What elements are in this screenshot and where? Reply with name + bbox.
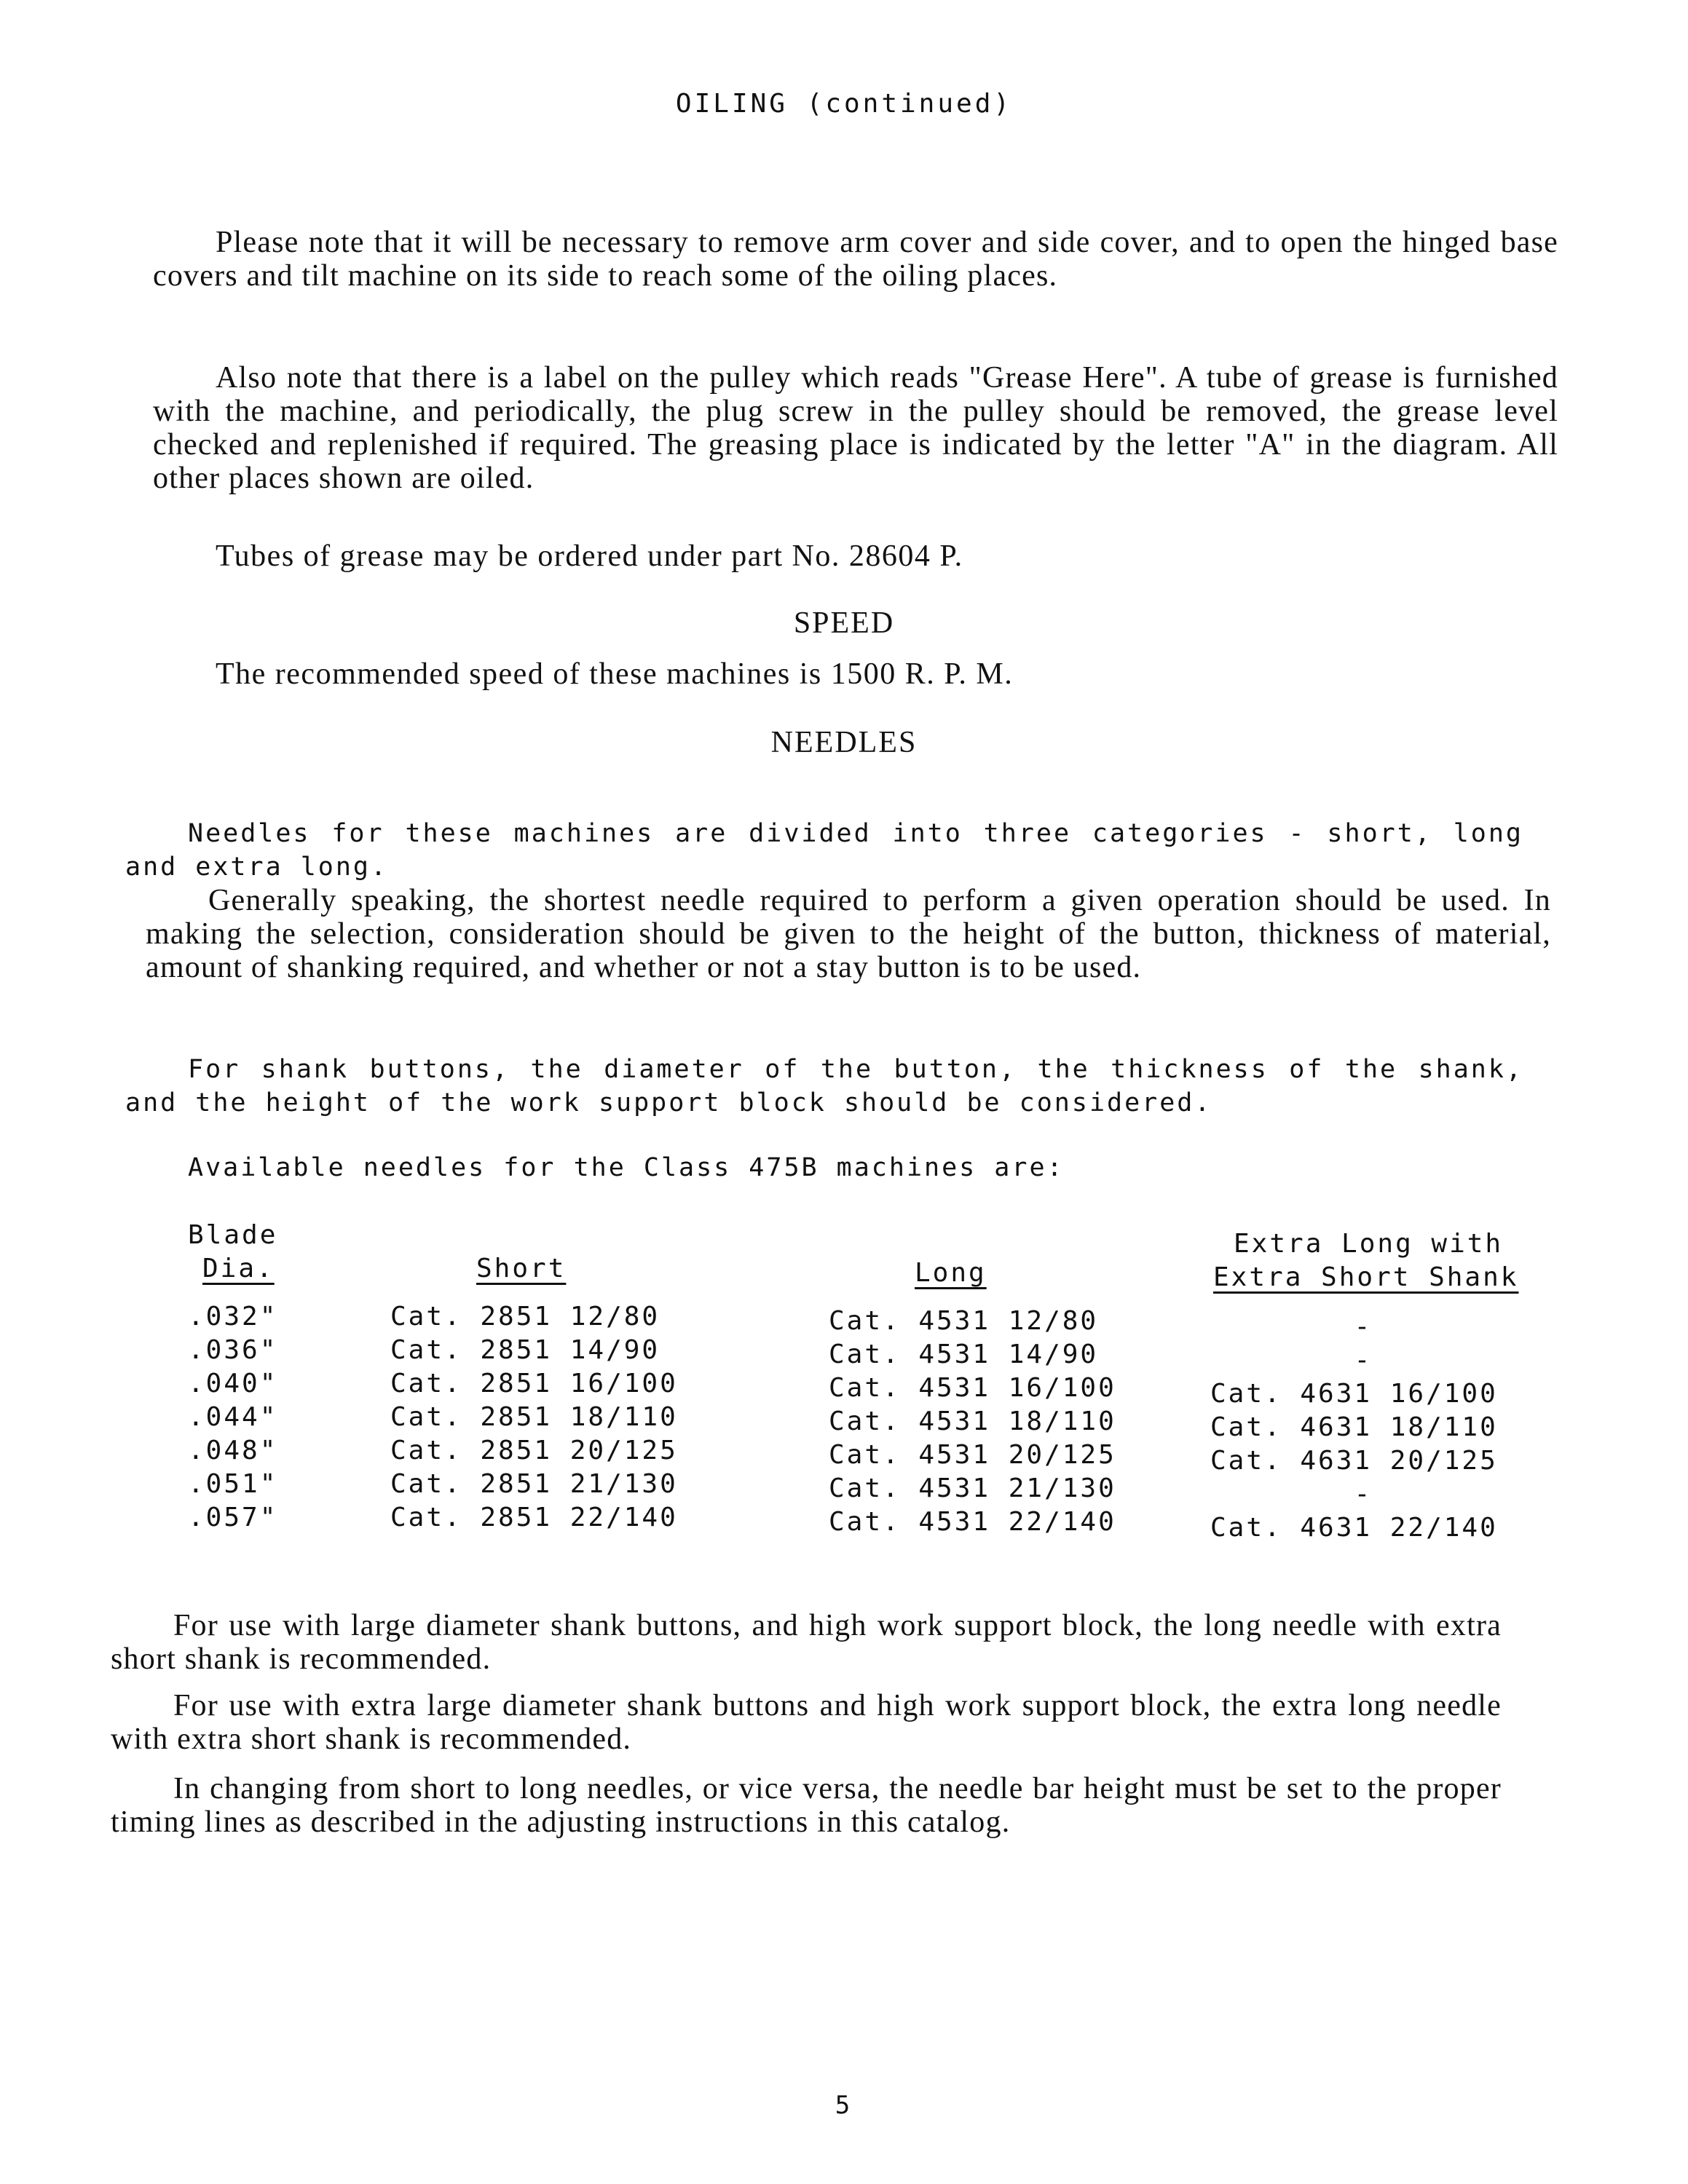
- page-header: OILING (continued): [675, 89, 1013, 119]
- oiling-paragraph-3: Tubes of grease may be ordered under part No. 28604 P.: [216, 539, 963, 573]
- column-blade-dia: [188, 1300, 277, 1535]
- needles-paragraph-4: Available needles for the Class 475B machines are:: [188, 1153, 1065, 1182]
- header-long: Long: [915, 1258, 987, 1288]
- header-blade-line2: Dia.: [202, 1254, 275, 1283]
- long-cell: Cat. 4531 18/110: [829, 1406, 1116, 1436]
- header-extra-line2: Extra Short Shank: [1213, 1262, 1519, 1292]
- header-blade-line1: Blade: [188, 1220, 278, 1250]
- dia-cell: .036": [188, 1335, 278, 1365]
- dia-cell: .044": [188, 1402, 278, 1432]
- long-cell: Cat. 4531 22/140: [829, 1507, 1116, 1537]
- column-long: [829, 1305, 1116, 1539]
- long-cell: Cat. 4531 12/80: [829, 1306, 1099, 1336]
- speed-heading: SPEED: [793, 606, 895, 640]
- long-cell: Cat. 4531 20/125: [829, 1440, 1116, 1470]
- long-cell: Cat. 4531 21/130: [829, 1473, 1116, 1503]
- extra-cell: Cat. 4631 20/125: [1210, 1446, 1498, 1476]
- short-cell: Cat. 2851 16/100: [390, 1369, 678, 1398]
- recommendation-paragraph-3: In changing from short to long needles, or vice versa, the needle bar height must be set to the proper timing lines as described in the adjusting instructions in this catalog.: [111, 1772, 1502, 1839]
- extra-cell: -: [1354, 1479, 1373, 1509]
- extra-cell: Cat. 4631 22/140: [1210, 1513, 1498, 1543]
- dia-cell: .032": [188, 1302, 278, 1332]
- short-cell: Cat. 2851 22/140: [390, 1503, 678, 1532]
- oiling-paragraph-2: Also note that there is a label on the pulley which reads "Grease Here". A tube of grease is furnished with the machine, and periodically, the plug screw in the pulley should be removed, the grease level checked and replenished if required. The greasing place is indicated by the letter "A" in the diagram. All other places shown are oiled.: [153, 361, 1558, 495]
- short-cell: Cat. 2851 12/80: [390, 1302, 660, 1332]
- speed-text: The recommended speed of these machines is 1500 R. P. M.: [216, 657, 1014, 691]
- long-cell: Cat. 4531 14/90: [829, 1340, 1099, 1369]
- header-short: Short: [476, 1254, 567, 1283]
- extra-cell: -: [1354, 1312, 1373, 1342]
- extra-cell: Cat. 4631 18/110: [1210, 1412, 1498, 1442]
- recommendation-paragraph-2: For use with extra large diameter shank buttons and high work support block, the extra long needle with extra short shank is recommended.: [111, 1689, 1502, 1756]
- dia-cell: .057": [188, 1503, 278, 1532]
- recommendation-paragraph-1: For use with large diameter shank buttons, and high work support block, the long needle with extra short shank is recommended.: [111, 1609, 1502, 1676]
- extra-cell: Cat. 4631 16/100: [1210, 1379, 1498, 1409]
- short-cell: Cat. 2851 18/110: [390, 1402, 678, 1432]
- column-extra-long: [1210, 1310, 1516, 1545]
- extra-cell: -: [1354, 1345, 1373, 1375]
- needles-heading: NEEDLES: [770, 726, 918, 759]
- long-cell: Cat. 4531 16/100: [829, 1373, 1116, 1403]
- column-short: [390, 1300, 678, 1535]
- needles-paragraph-3: For shank buttons, the diameter of the button, the thickness of the shank, and the height of the work support block should be considered.: [125, 1055, 1523, 1117]
- needles-paragraph-2: Generally speaking, the shortest needle required to perform a given operation should be used. In making the selection, consideration should be given to the height of the button, thickness of material, amount of shanking required, and whether or not a stay button is to be used.: [146, 884, 1551, 984]
- dia-cell: .051": [188, 1469, 278, 1499]
- dia-cell: .040": [188, 1369, 278, 1398]
- header-extra-line1: Extra Long with: [1234, 1229, 1504, 1259]
- oiling-paragraph-1: Please note that it will be necessary to remove arm cover and side cover, and to open the hinged base covers and tilt machine on its side to reach some of the oiling places.: [153, 226, 1558, 293]
- page-number: 5: [835, 2091, 853, 2120]
- dia-cell: .048": [188, 1436, 278, 1465]
- short-cell: Cat. 2851 20/125: [390, 1436, 678, 1465]
- short-cell: Cat. 2851 14/90: [390, 1335, 660, 1365]
- short-cell: Cat. 2851 21/130: [390, 1469, 678, 1499]
- needles-paragraph-1: Needles for these machines are divided into three categories - short, long and extra long.: [125, 819, 1523, 882]
